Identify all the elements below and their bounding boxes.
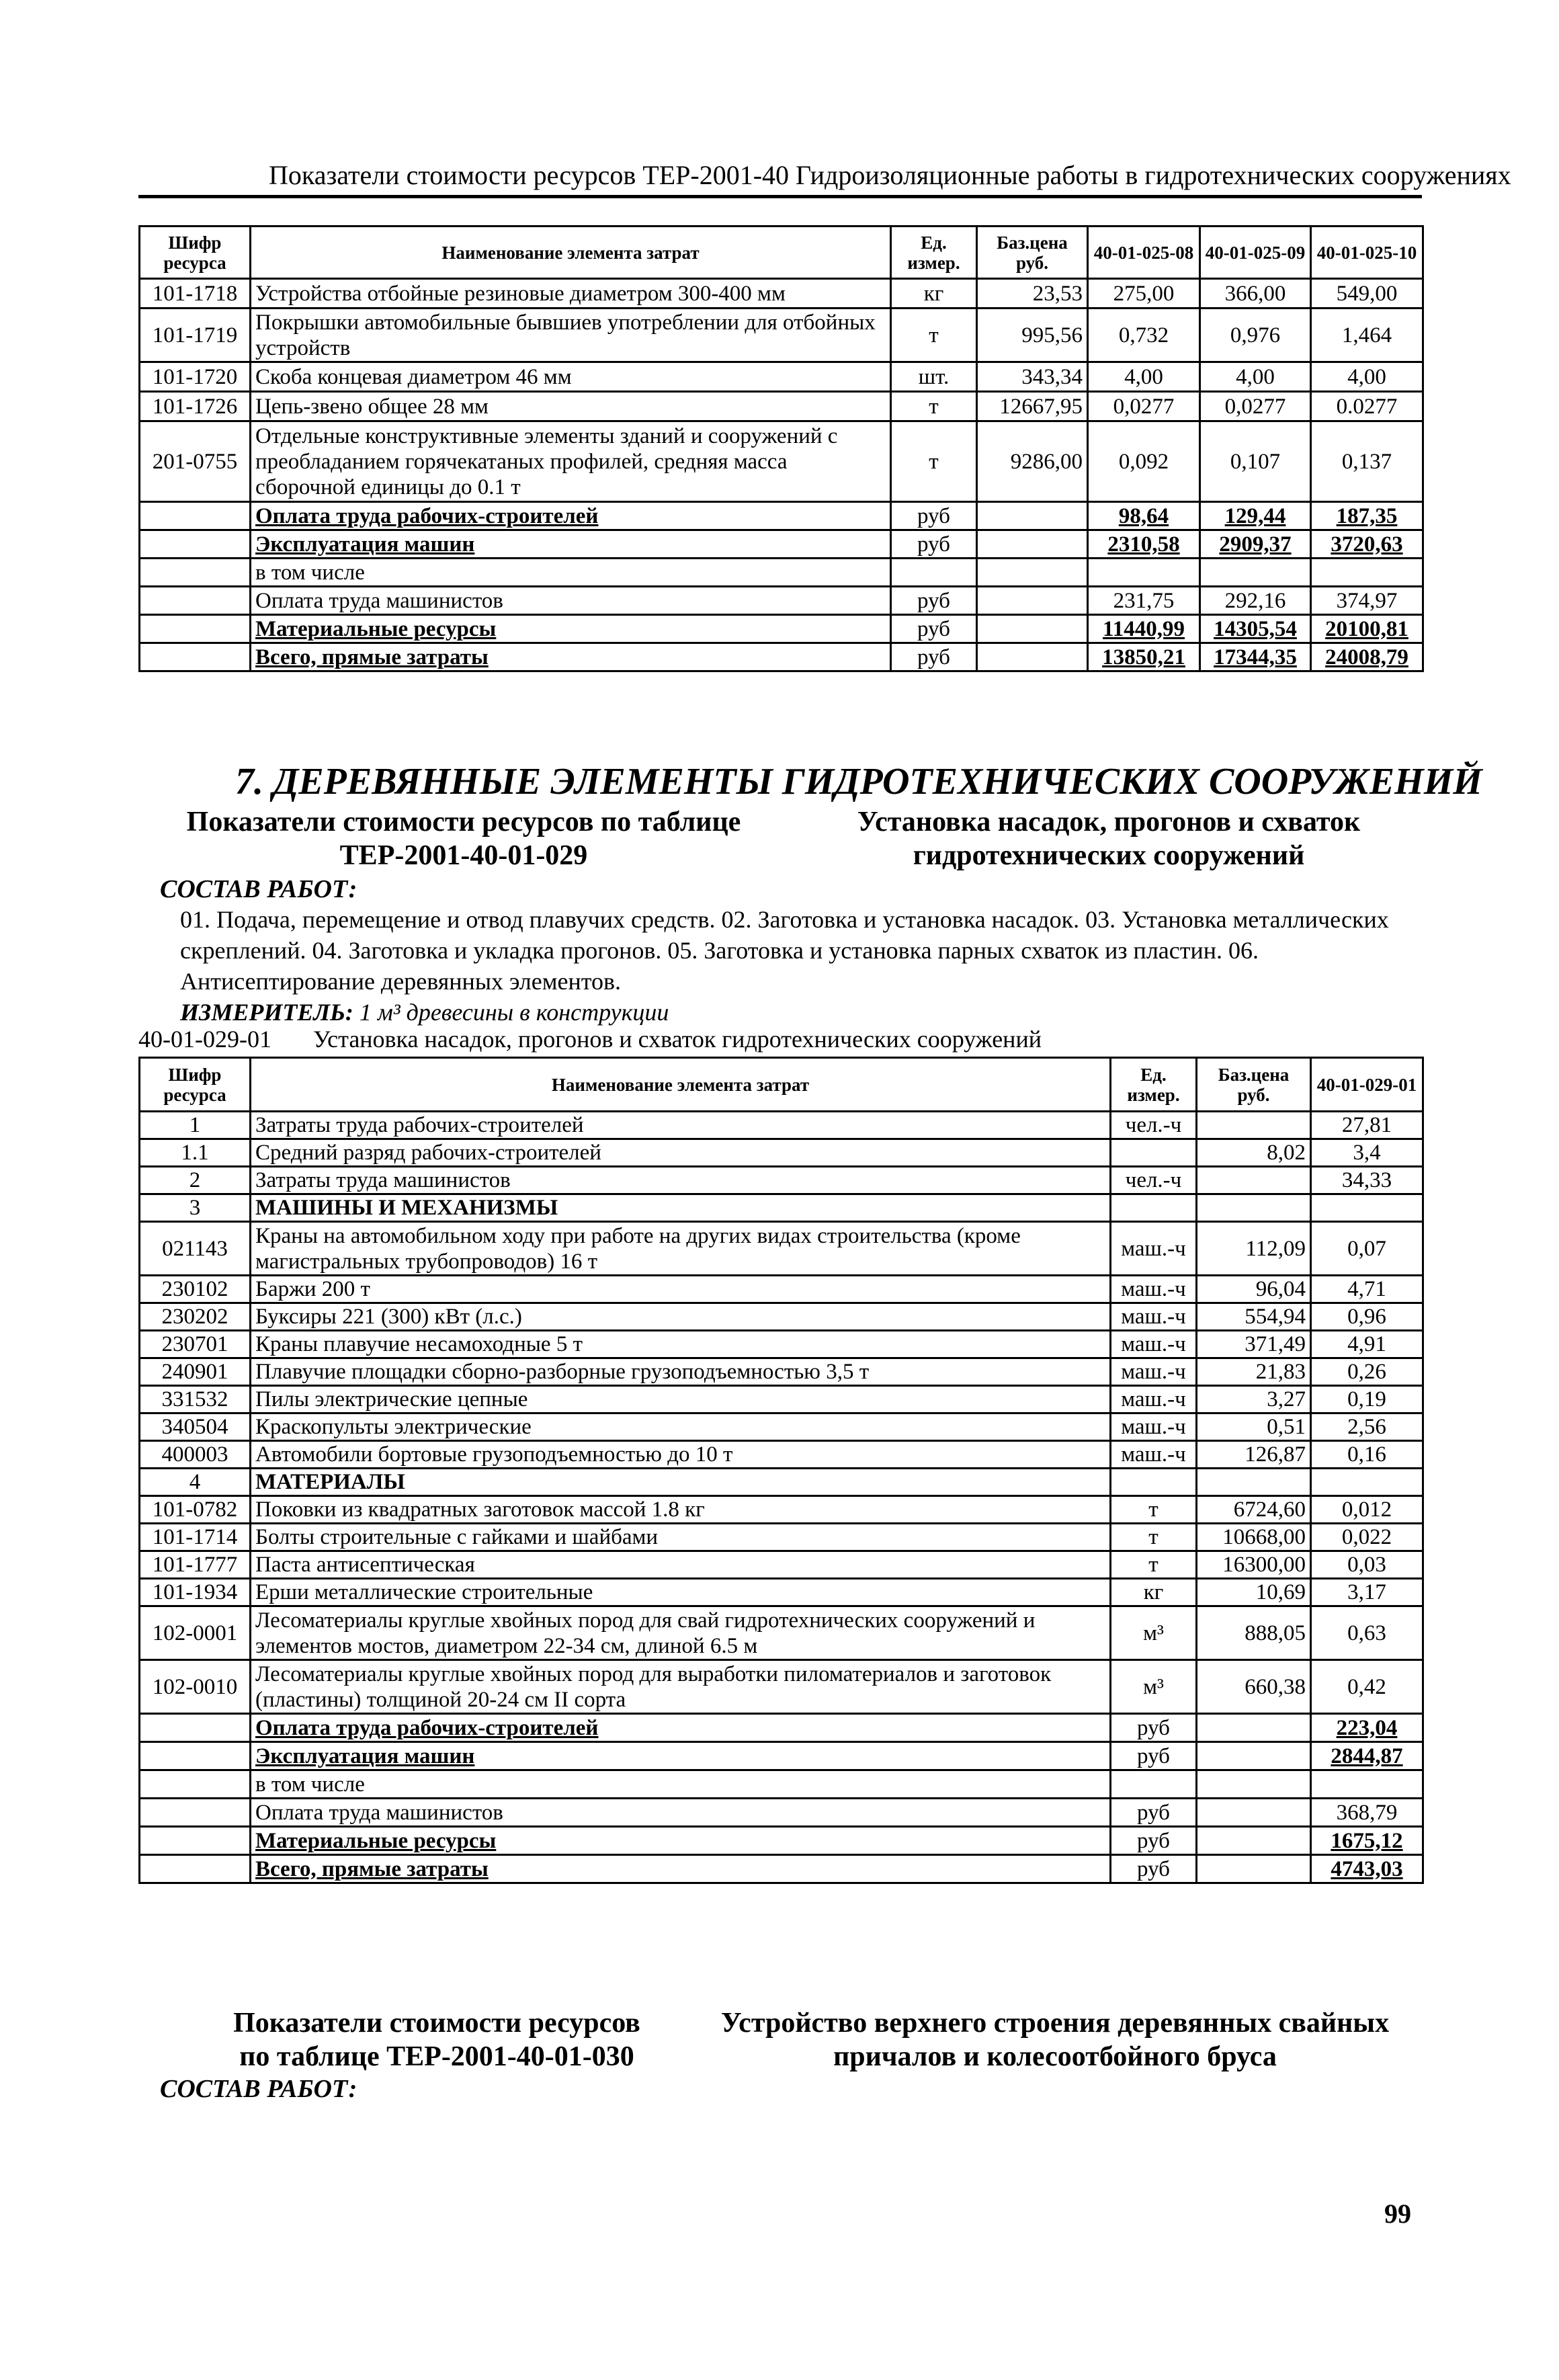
unit: т [1111, 1496, 1197, 1524]
summary-value: 1675,12 [1311, 1827, 1423, 1855]
base-price: 10,69 [1197, 1579, 1311, 1606]
summary-label: Материальные ресурсы [251, 1827, 1111, 1855]
next-table-ref-left: Показатели стоимости ресурсов по таблице ТЕР-2001-40-01-030 [233, 2008, 640, 2072]
unit: руб [891, 615, 977, 643]
norm-value: 3,17 [1311, 1579, 1423, 1606]
table-row [140, 1331, 1423, 1358]
table-row [140, 279, 1423, 309]
summary-label: в том числе [251, 1770, 1111, 1799]
resource-name: Пилы электрические цепные [251, 1386, 1111, 1413]
summary-value: 187,35 [1311, 502, 1423, 530]
summary-row [140, 1714, 1423, 1742]
resource-name: Покрышки автомобильные бывшиев употреблении для отбойных устройств [251, 309, 891, 362]
value-10: 0.0277 [1311, 392, 1423, 421]
table-ref-left: Показатели стоимости ресурсов по таблице ТЕР-2001-40-01-029 [186, 807, 741, 871]
page-header-title: Показатели стоимости ресурсов ТЕР-2001-40 Гидроизоляционные работы в гидротехнических сооружениях [269, 160, 1511, 190]
resource-code: 102-0010 [140, 1660, 251, 1714]
resource-code: 1 [140, 1112, 251, 1139]
value-09: 366,00 [1200, 279, 1311, 309]
base-price: 21,83 [1197, 1358, 1311, 1386]
unit: чел.-ч [1111, 1112, 1197, 1139]
resource-table-025 [138, 225, 1424, 672]
resource-name: Ерши металлические строительные [251, 1579, 1111, 1606]
summary-row [140, 502, 1423, 530]
column-header: Наименование элемента затрат [251, 1058, 1111, 1112]
resource-name: Скоба концевая диаметром 46 мм [251, 362, 891, 392]
resource-code: 340504 [140, 1413, 251, 1441]
summary-value [1311, 559, 1423, 587]
resource-code: 1.1 [140, 1139, 251, 1167]
unit: маш.-ч [1111, 1276, 1197, 1303]
column-header: Шифр ресурса [140, 1058, 251, 1112]
resource-code: 101-1720 [140, 362, 251, 392]
base-price: 0,51 [1197, 1413, 1311, 1441]
unit: т [891, 392, 977, 421]
table-row [140, 1358, 1423, 1386]
norm-value [1311, 1194, 1423, 1222]
summary-label: Оплата труда машинистов [251, 587, 891, 615]
unit [891, 559, 977, 587]
summary-value: 3720,63 [1311, 530, 1423, 559]
norm-code-line: 40-01-029-01 Установка насадок, прогонов и схваток гидротехнических сооружений [138, 1026, 1042, 1053]
value-10: 4,00 [1311, 362, 1423, 392]
resource-name: Плавучие площадки сборно-разборные грузоподъемностью 3,5 т [251, 1358, 1111, 1386]
base-price: 12667,95 [977, 392, 1088, 421]
header-rule [138, 195, 1422, 198]
table-row [140, 1469, 1423, 1496]
resource-name: Паста антисептическая [251, 1551, 1111, 1579]
norm-value: 4,71 [1311, 1276, 1423, 1303]
column-header: Баз.цена руб. [1197, 1058, 1311, 1112]
base-price: 23,53 [977, 279, 1088, 309]
column-header: Баз.цена руб. [977, 227, 1088, 279]
summary-value: 374,97 [1311, 587, 1423, 615]
table-header-row [140, 1058, 1423, 1112]
norm-value: 0,16 [1311, 1441, 1423, 1469]
resource-name: Отдельные конструктивные элементы зданий и сооружений с преобладанием горячекатаных профилей, средняя масса сборочной единицы до 0.1 т [251, 421, 891, 502]
value-10: 549,00 [1311, 279, 1423, 309]
base-price: 9286,00 [977, 421, 1088, 502]
resource-code: 101-1718 [140, 279, 251, 309]
resource-name: Устройства отбойные резиновые диаметром 300-400 мм [251, 279, 891, 309]
summary-row [140, 530, 1423, 559]
unit-of-measure: ИЗМЕРИТЕЛЬ: 1 м³ древесины в конструкции [180, 999, 669, 1026]
summary-value [1088, 559, 1200, 587]
summary-label: Материальные ресурсы [251, 615, 891, 643]
summary-value: 4743,03 [1311, 1855, 1423, 1883]
summary-label: Эксплуатация машин [251, 530, 891, 559]
unit: руб [1111, 1827, 1197, 1855]
table-row [140, 1413, 1423, 1441]
table-row [140, 362, 1423, 392]
column-header: 40-01-029-01 [1311, 1058, 1423, 1112]
base-price: 343,34 [977, 362, 1088, 392]
unit: т [1111, 1524, 1197, 1551]
summary-value: 2844,87 [1311, 1742, 1423, 1770]
summary-row [140, 615, 1423, 643]
resource-code: 331532 [140, 1386, 251, 1413]
value-08: 275,00 [1088, 279, 1200, 309]
column-header: Шифр ресурса [140, 227, 251, 279]
unit: т [891, 309, 977, 362]
base-price: 6724,60 [1197, 1496, 1311, 1524]
unit: м³ [1111, 1660, 1197, 1714]
next-work-composition-heading: СОСТАВ РАБОТ: [160, 2075, 357, 2103]
unit [1111, 1194, 1197, 1222]
unit: маш.-ч [1111, 1441, 1197, 1469]
work-composition-text: 01. Подача, перемещение и отвод плавучих средств. 02. Заготовка и установка насадок. 03. Установка металлических скреплений. 04. Заготовка и укладка прогонов. 05. Заготовка и установка парных схваток из пластин. 06. Антисептирование деревянных элементов. [180, 906, 1389, 995]
table-row [140, 1276, 1423, 1303]
unit: руб [1111, 1714, 1197, 1742]
unit: чел.-ч [1111, 1167, 1197, 1194]
unit: т [1111, 1551, 1197, 1579]
resource-code: 101-1934 [140, 1579, 251, 1606]
summary-value [1200, 559, 1311, 587]
unit: кг [1111, 1579, 1197, 1606]
unit: руб [1111, 1742, 1197, 1770]
summary-row [140, 1827, 1423, 1855]
resource-name: Буксиры 221 (300) кВт (л.с.) [251, 1303, 1111, 1331]
table-row [140, 1524, 1423, 1551]
unit: маш.-ч [1111, 1386, 1197, 1413]
unit: маш.-ч [1111, 1222, 1197, 1276]
base-price: 371,49 [1197, 1331, 1311, 1358]
summary-value: 2909,37 [1200, 530, 1311, 559]
unit: руб [891, 643, 977, 671]
table-row [140, 1660, 1423, 1714]
base-price: 554,94 [1197, 1303, 1311, 1331]
base-price: 126,87 [1197, 1441, 1311, 1469]
value-09: 0,0277 [1200, 392, 1311, 421]
column-header: 40-01-025-08 [1088, 227, 1200, 279]
summary-value: 98,64 [1088, 502, 1200, 530]
summary-value: 2310,58 [1088, 530, 1200, 559]
unit [1111, 1139, 1197, 1167]
resource-code: 101-1714 [140, 1524, 251, 1551]
table-row [140, 392, 1423, 421]
unit: маш.-ч [1111, 1358, 1197, 1386]
table-row [140, 1303, 1423, 1331]
resource-name: Автомобили бортовые грузоподъемностью до 10 т [251, 1441, 1111, 1469]
column-header: 40-01-025-09 [1200, 227, 1311, 279]
base-price: 112,09 [1197, 1222, 1311, 1276]
table-row [140, 1167, 1423, 1194]
resource-code: 101-0782 [140, 1496, 251, 1524]
resource-name: Затраты труда машинистов [251, 1167, 1111, 1194]
page-number: 99 [1384, 2199, 1411, 2229]
norm-value: 27,81 [1311, 1112, 1423, 1139]
column-header: Ед. измер. [1111, 1058, 1197, 1112]
norm-value: 0,26 [1311, 1358, 1423, 1386]
resource-code: 102-0001 [140, 1606, 251, 1660]
column-header: Ед. измер. [891, 227, 977, 279]
norm-value: 34,33 [1311, 1167, 1423, 1194]
summary-value: 368,79 [1311, 1799, 1423, 1827]
unit: руб [891, 530, 977, 559]
unit [1111, 1770, 1197, 1799]
value-09: 0,107 [1200, 421, 1311, 502]
base-price [1197, 1112, 1311, 1139]
resource-name: МАТЕРИАЛЫ [251, 1469, 1111, 1496]
resource-code: 240901 [140, 1358, 251, 1386]
resource-code: 101-1719 [140, 309, 251, 362]
value-08: 0,732 [1088, 309, 1200, 362]
resource-name: Средний разряд рабочих-строителей [251, 1139, 1111, 1167]
summary-value: 292,16 [1200, 587, 1311, 615]
resource-code: 400003 [140, 1441, 251, 1469]
summary-value: 20100,81 [1311, 615, 1423, 643]
value-09: 4,00 [1200, 362, 1311, 392]
table-row [140, 1386, 1423, 1413]
unit: маш.-ч [1111, 1331, 1197, 1358]
base-price: 995,56 [977, 309, 1088, 362]
column-header: Наименование элемента затрат [251, 227, 891, 279]
section-title: 7. ДЕРЕВЯННЫЕ ЭЛЕМЕНТЫ ГИДРОТЕХНИЧЕСКИХ СООРУЖЕНИЙ [235, 761, 1482, 803]
resource-code: 230202 [140, 1303, 251, 1331]
norm-value: 0,42 [1311, 1660, 1423, 1714]
resource-code: 230102 [140, 1276, 251, 1303]
resource-code: 4 [140, 1469, 251, 1496]
unit [1111, 1469, 1197, 1496]
base-price: 8,02 [1197, 1139, 1311, 1167]
summary-row [140, 559, 1423, 587]
base-price [1197, 1167, 1311, 1194]
unit: руб [891, 502, 977, 530]
table-row [140, 309, 1423, 362]
value-10: 0,137 [1311, 421, 1423, 502]
table-row [140, 421, 1423, 502]
table-ref-right: Установка насадок, прогонов и схваток гидротехнических сооружений [857, 807, 1361, 871]
resource-name: МАШИНЫ И МЕХАНИЗМЫ [251, 1194, 1111, 1222]
resource-code: 101-1777 [140, 1551, 251, 1579]
resource-name: Болты строительные с гайками и шайбами [251, 1524, 1111, 1551]
summary-value: 11440,99 [1088, 615, 1200, 643]
norm-value: 0,63 [1311, 1606, 1423, 1660]
next-table-ref-right: Устройство верхнего строения деревянных свайных причалов и колесоотбойного бруса [720, 2008, 1390, 2072]
base-price: 16300,00 [1197, 1551, 1311, 1579]
table-row [140, 1551, 1423, 1579]
table-row [140, 1606, 1423, 1660]
value-08: 4,00 [1088, 362, 1200, 392]
table-row [140, 1496, 1423, 1524]
summary-value: 17344,35 [1200, 643, 1311, 671]
resource-name: Затраты труда рабочих-строителей [251, 1112, 1111, 1139]
summary-value: 24008,79 [1311, 643, 1423, 671]
resource-code: 101-1726 [140, 392, 251, 421]
summary-value [1311, 1770, 1423, 1799]
base-price: 10668,00 [1197, 1524, 1311, 1551]
resource-table-029 [138, 1057, 1424, 1884]
unit: руб [1111, 1799, 1197, 1827]
summary-value: 13850,21 [1088, 643, 1200, 671]
unit: м³ [1111, 1606, 1197, 1660]
resource-code: 201-0755 [140, 421, 251, 502]
norm-value: 0,012 [1311, 1496, 1423, 1524]
work-composition-heading: СОСТАВ РАБОТ: [160, 875, 357, 903]
norm-value: 3,4 [1311, 1139, 1423, 1167]
resource-code: 2 [140, 1167, 251, 1194]
resource-name: Краны плавучие несамоходные 5 т [251, 1331, 1111, 1358]
summary-label: Оплата труда машинистов [251, 1799, 1111, 1827]
summary-value: 223,04 [1311, 1714, 1423, 1742]
column-header: 40-01-025-10 [1311, 227, 1423, 279]
resource-code: 3 [140, 1194, 251, 1222]
base-price: 3,27 [1197, 1386, 1311, 1413]
summary-label: Оплата труда рабочих-строителей [251, 1714, 1111, 1742]
unit: руб [1111, 1855, 1197, 1883]
table-header-row [140, 227, 1423, 279]
summary-row [140, 1770, 1423, 1799]
resource-name: Баржи 200 т [251, 1276, 1111, 1303]
summary-label: Всего, прямые затраты [251, 1855, 1111, 1883]
summary-row [140, 1742, 1423, 1770]
summary-row [140, 1855, 1423, 1883]
table-row [140, 1139, 1423, 1167]
resource-name: Лесоматериалы круглые хвойных пород для выработки пиломатериалов и заготовок (пластины) толщиной 20-24 см II сорта [251, 1660, 1111, 1714]
resource-code: 230701 [140, 1331, 251, 1358]
norm-value: 0,07 [1311, 1222, 1423, 1276]
summary-value: 14305,54 [1200, 615, 1311, 643]
table-row [140, 1222, 1423, 1276]
table-row [140, 1579, 1423, 1606]
base-price: 888,05 [1197, 1606, 1311, 1660]
unit: шт. [891, 362, 977, 392]
base-price [1197, 1194, 1311, 1222]
summary-value: 129,44 [1200, 502, 1311, 530]
base-price [1197, 1469, 1311, 1496]
norm-value: 0,19 [1311, 1386, 1423, 1413]
summary-value: 231,75 [1088, 587, 1200, 615]
resource-code: 021143 [140, 1222, 251, 1276]
resource-name: Лесоматериалы круглые хвойных пород для свай гидротехнических сооружений и элементов мостов, диаметром 22-34 см, длиной 6.5 м [251, 1606, 1111, 1660]
unit: маш.-ч [1111, 1413, 1197, 1441]
table-row [140, 1194, 1423, 1222]
table-row [140, 1112, 1423, 1139]
unit: руб [891, 587, 977, 615]
base-price: 96,04 [1197, 1276, 1311, 1303]
summary-label: Оплата труда рабочих-строителей [251, 502, 891, 530]
summary-label: Всего, прямые затраты [251, 643, 891, 671]
unit: маш.-ч [1111, 1303, 1197, 1331]
norm-value [1311, 1469, 1423, 1496]
norm-value: 0,022 [1311, 1524, 1423, 1551]
table-row [140, 1441, 1423, 1469]
resource-name: Краскопульты электрические [251, 1413, 1111, 1441]
summary-row [140, 1799, 1423, 1827]
norm-value: 0,03 [1311, 1551, 1423, 1579]
value-10: 1,464 [1311, 309, 1423, 362]
norm-value: 4,91 [1311, 1331, 1423, 1358]
norm-value: 2,56 [1311, 1413, 1423, 1441]
value-08: 0,0277 [1088, 392, 1200, 421]
resource-name: Поковки из квадратных заготовок массой 1.8 кг [251, 1496, 1111, 1524]
norm-value: 0,96 [1311, 1303, 1423, 1331]
unit: кг [891, 279, 977, 309]
resource-name: Цепь-звено общее 28 мм [251, 392, 891, 421]
summary-label: в том числе [251, 559, 891, 587]
summary-row [140, 643, 1423, 671]
unit: т [891, 421, 977, 502]
resource-name: Краны на автомобильном ходу при работе на других видах строительства (кроме магистральных трубопроводов) 16 т [251, 1222, 1111, 1276]
value-08: 0,092 [1088, 421, 1200, 502]
base-price: 660,38 [1197, 1660, 1311, 1714]
summary-row [140, 587, 1423, 615]
value-09: 0,976 [1200, 309, 1311, 362]
summary-label: Эксплуатация машин [251, 1742, 1111, 1770]
